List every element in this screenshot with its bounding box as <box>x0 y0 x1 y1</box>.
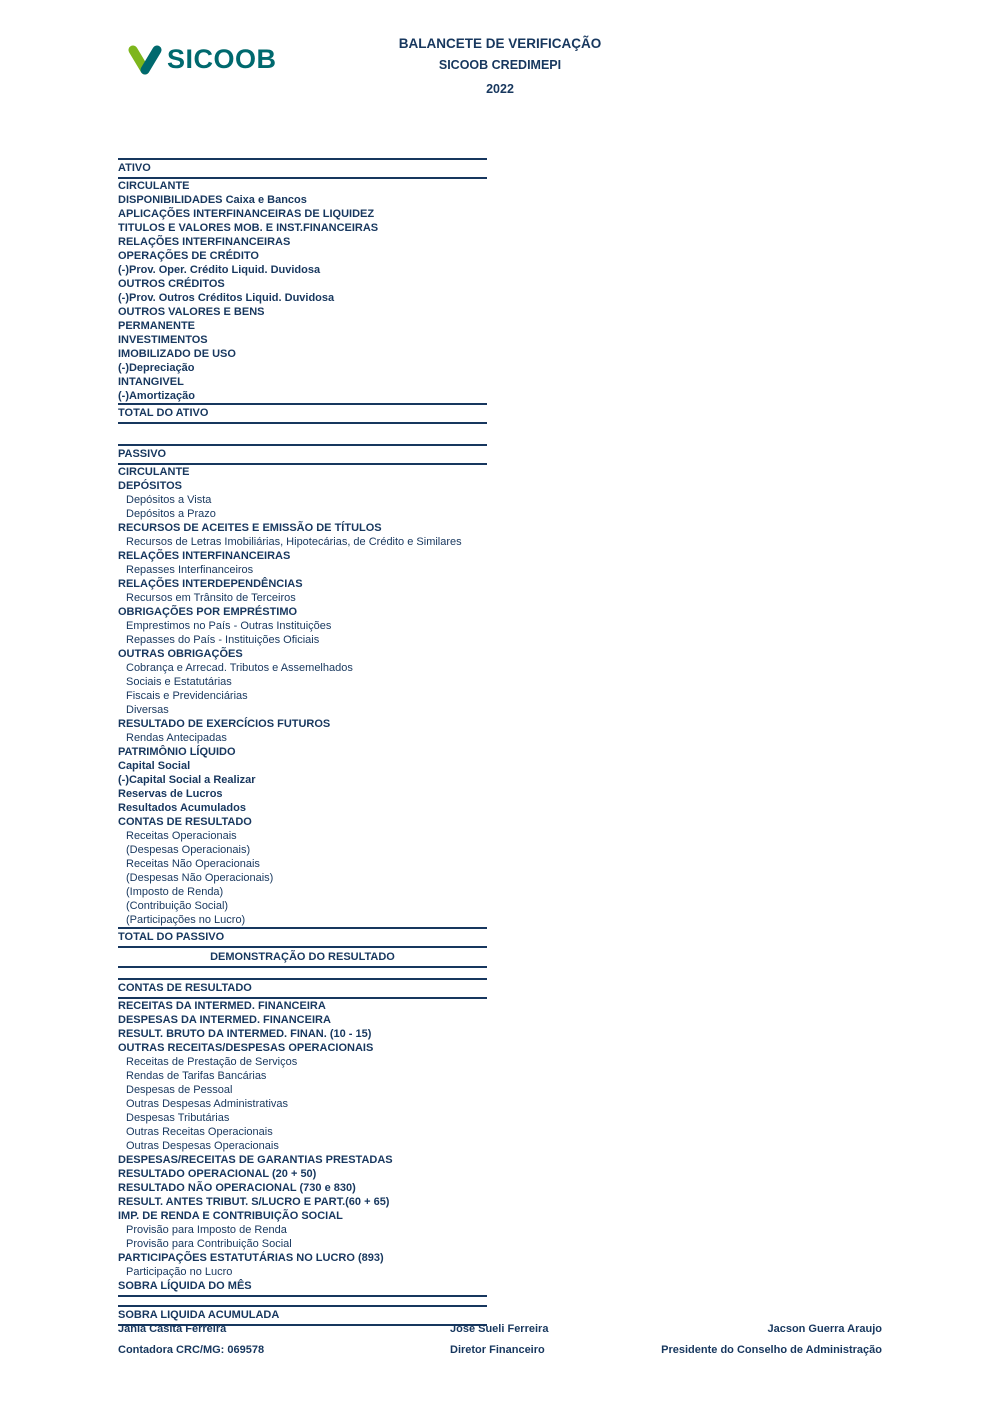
line-item: Reservas de Lucros <box>118 788 223 800</box>
document-title: BALANCETE DE VERIFICAÇÃO <box>398 36 602 51</box>
dre-section <box>118 978 487 1326</box>
signer-role: Diretor Financeiro <box>450 1344 545 1356</box>
passivo-section <box>118 444 487 948</box>
dre-section-title: DEMONSTRAÇÃO DO RESULTADO <box>118 950 487 968</box>
line-item: OPERAÇÕES DE CRÉDITO <box>118 250 259 262</box>
line-item: Rendas de Tarifas Bancárias <box>126 1070 267 1082</box>
line-item: PARTICIPAÇÕES ESTATUTÁRIAS NO LUCRO (893) <box>118 1252 384 1264</box>
line-item: Outras Receitas Operacionais <box>126 1126 273 1138</box>
line-item: Receitas Não Operacionais <box>126 858 260 870</box>
line-item: Participação no Lucro <box>126 1266 233 1278</box>
sicoob-logo-text: SICOOB <box>167 44 277 74</box>
line-item: Receitas de Prestação de Serviços <box>126 1056 298 1068</box>
signer-name: Jacson Guerra Araujo <box>767 1323 882 1335</box>
line-item: Provisão para Contribuição Social <box>126 1238 292 1250</box>
line-item: PERMANENTE <box>118 320 196 332</box>
line-item: SOBRA LÍQUIDA DO MÊS <box>118 1279 487 1297</box>
document-subtitle: SICOOB CREDIMEPI <box>438 58 562 72</box>
line-item: Provisão para Imposto de Renda <box>126 1224 287 1236</box>
line-item: Emprestimos no País - Outras Instituições <box>126 620 332 632</box>
line-item: ATIVO <box>118 158 487 179</box>
line-item: RECURSOS DE ACEITES E EMISSÃO DE TÍTULOS <box>118 522 382 534</box>
line-item: (-)Prov. Oper. Crédito Liquid. Duvidosa <box>118 264 321 276</box>
document-year: 2022 <box>486 82 514 96</box>
line-item: TOTAL DO ATIVO <box>118 403 487 424</box>
line-item: RESULT. BRUTO DA INTERMED. FINAN. (10 - 15) <box>118 1028 372 1040</box>
line-item: Repasses do País - Instituições Oficiais <box>126 634 320 646</box>
line-item: IMP. DE RENDA E CONTRIBUIÇÃO SOCIAL <box>118 1210 343 1222</box>
line-item: Recursos em Trânsito de Terceiros <box>126 592 296 604</box>
line-item: RESULTADO OPERACIONAL (20 + 50) <box>118 1168 317 1180</box>
line-item: RESULT. ANTES TRIBUT. S/LUCRO E PART.(60 + 65) <box>118 1196 390 1208</box>
line-item: DESPESAS DA INTERMED. FINANCEIRA <box>118 1014 331 1026</box>
line-item: Despesas Tributárias <box>126 1112 230 1124</box>
line-item: Receitas Operacionais <box>126 830 237 842</box>
signer-role: Contadora CRC/MG: 069578 <box>118 1344 265 1356</box>
line-item: (-)Amortização <box>118 390 196 402</box>
line-item: (-)Capital Social a Realizar <box>118 774 256 786</box>
line-item: CONTAS DE RESULTADO <box>118 978 487 999</box>
line-item: CONTAS DE RESULTADO <box>118 816 252 828</box>
line-item: Resultados Acumulados <box>118 802 246 814</box>
signature-financial-director <box>450 1322 548 1357</box>
line-item: (-)Prov. Outros Créditos Liquid. Duvidosa <box>118 292 335 304</box>
line-item: RECEITAS DA INTERMED. FINANCEIRA <box>118 1000 326 1012</box>
line-item: CIRCULANTE <box>118 180 190 192</box>
line-item: Diversas <box>126 704 169 716</box>
line-item: OUTROS CRÉDITOS <box>118 278 225 290</box>
line-item: (Despesas Não Operacionais) <box>126 872 274 884</box>
line-item: RELAÇÕES INTERFINANCEIRAS <box>118 550 291 562</box>
line-item: Depósitos a Prazo <box>126 508 216 520</box>
line-item: IMOBILIZADO DE USO <box>118 348 236 360</box>
line-item: (Participações no Lucro) <box>126 914 246 926</box>
line-item: DEPÓSITOS <box>118 480 182 492</box>
line-item: DISPONIBILIDADES Caixa e Bancos <box>118 194 307 206</box>
line-item: RELAÇÕES INTERFINANCEIRAS <box>118 236 291 248</box>
line-item: INTANGIVEL <box>118 376 184 388</box>
line-item: Outras Despesas Operacionais <box>126 1140 279 1152</box>
signature-board-president <box>661 1322 882 1357</box>
line-item: DESPESAS/RECEITAS DE GARANTIAS PRESTADAS <box>118 1154 393 1166</box>
line-item: (Imposto de Renda) <box>126 886 224 898</box>
signer-name: José Sueli Ferreira <box>450 1323 549 1335</box>
signer-name: Jania Casita Ferreira <box>118 1323 227 1335</box>
line-item: APLICAÇÕES INTERFINANCEIRAS DE LIQUIDEZ <box>118 208 375 220</box>
line-item: RELAÇÕES INTERDEPENDÊNCIAS <box>118 578 303 590</box>
line-item: OUTROS VALORES E BENS <box>118 306 265 318</box>
line-item: RESULTADO NÃO OPERACIONAL (730 e 830) <box>118 1182 356 1194</box>
line-item: Depósitos a Vista <box>126 494 212 506</box>
line-item: Sociais e Estatutárias <box>126 676 232 688</box>
line-item: Cobrança e Arrecad. Tributos e Assemelhados <box>126 662 353 674</box>
line-item: OUTRAS OBRIGAÇÕES <box>118 648 243 660</box>
signature-accountant <box>118 1322 264 1357</box>
line-item: OUTRAS RECEITAS/DESPESAS OPERACIONAIS <box>118 1042 374 1054</box>
line-item: RESULTADO DE EXERCÍCIOS FUTUROS <box>118 718 331 730</box>
signer-role: Presidente do Conselho de Administração <box>661 1344 882 1356</box>
line-item: SOBRA LIQUIDA ACUMULADA <box>118 1305 487 1326</box>
line-item: Rendas Antecipadas <box>126 732 227 744</box>
line-item: (-)Depreciação <box>118 362 195 374</box>
line-item: (Contribuição Social) <box>126 900 229 912</box>
line-item: PATRIMÔNIO LÍQUIDO <box>118 746 236 758</box>
document-header <box>0 36 1000 96</box>
line-item: Outras Despesas Administrativas <box>126 1098 289 1110</box>
line-item: TOTAL DO PASSIVO <box>118 927 487 948</box>
statement-body <box>118 158 487 1326</box>
line-item: Fiscais e Previdenciárias <box>126 690 248 702</box>
ativo-section <box>118 158 487 424</box>
line-item: Despesas de Pessoal <box>126 1084 233 1096</box>
line-item: OBRIGAÇÕES POR EMPRÉSTIMO <box>118 606 298 618</box>
line-item: Recursos de Letras Imobiliárias, Hipotecárias, de Crédito e Similares <box>126 536 462 548</box>
line-item: TITULOS E VALORES MOB. E INST.FINANCEIRAS <box>118 222 379 234</box>
line-item: (Despesas Operacionais) <box>126 844 251 856</box>
line-item: INVESTIMENTOS <box>118 334 208 346</box>
line-item: Repasses Interfinanceiros <box>126 564 254 576</box>
line-item: PASSIVO <box>118 444 487 465</box>
line-item: CIRCULANTE <box>118 466 190 478</box>
line-item: Capital Social <box>118 760 191 772</box>
